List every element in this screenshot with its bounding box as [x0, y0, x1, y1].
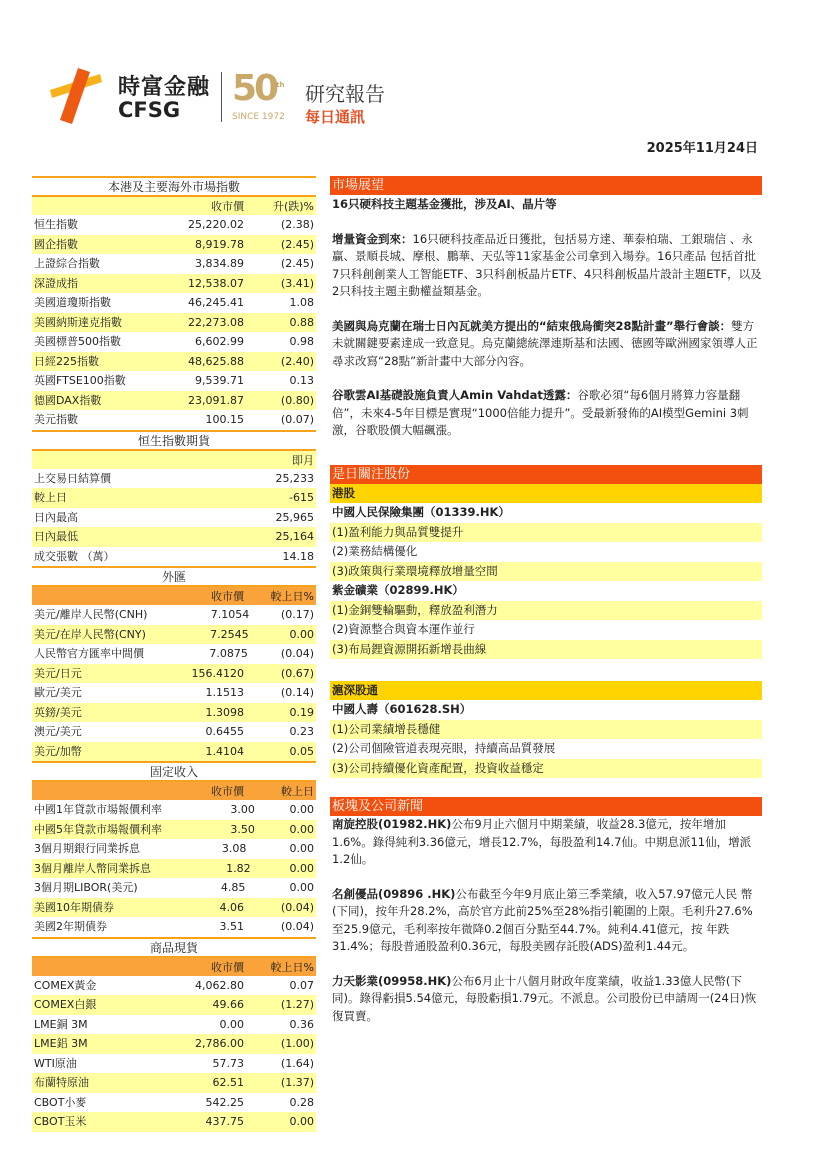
stock-name [330, 503, 762, 523]
header-spacer [32, 958, 134, 976]
row-change: 25,164 [275, 530, 314, 543]
row-label: 美元/加幣 [34, 744, 82, 758]
stock-name-text: 中國人民保險集團（01339.HK） [332, 505, 510, 519]
row-value: 542.25 [205, 1095, 244, 1109]
table-row [32, 410, 316, 430]
header-col: 較上日% [270, 590, 314, 603]
row-value: 100.15 [205, 413, 244, 426]
row-label: CBOT小麥 [34, 1095, 87, 1109]
table-row [32, 469, 316, 489]
table-row [32, 976, 316, 996]
table-title: 固定收入 [32, 761, 316, 780]
row-value: 1.3098 [205, 705, 244, 719]
row-value: 25,220.02 [188, 218, 244, 231]
stock-name-text: 紫金礦業（02899.HK） [332, 583, 464, 597]
row-change: 25,965 [275, 510, 314, 524]
outlook-paragraph [330, 387, 762, 440]
row-change: 0.00 [289, 627, 314, 641]
row-change: (2.45) [280, 257, 314, 270]
row-value [134, 547, 244, 567]
row-change: 0.00 [289, 861, 314, 875]
news-lead: 名創優品(09896 .HK) [332, 886, 456, 901]
row-label: 日內最高 [34, 510, 78, 524]
paragraph-lead: 谷歌雲AI基礎設施負責人Amin Vahdat透露： [332, 388, 578, 402]
header-spacer [32, 197, 134, 215]
paragraph-text: 谷歌必須“每6個月將算力容量翻倍”，未來4-5年目標是實現“1000倍能力提升”。受最新發佈的AI模型Gemini 3刺激，谷歌股價大幅飆漲。 [332, 388, 749, 437]
since-label: SINCE 1972 [232, 112, 285, 122]
row-change: (0.07) [280, 413, 314, 426]
row-change: (0.67) [280, 666, 314, 680]
row-label: 深證成指 [34, 276, 78, 290]
row-change: (1.00) [280, 1037, 314, 1050]
row-value: 3,834.89 [195, 257, 244, 270]
row-value: 0.00 [219, 1017, 244, 1031]
stock-point: (2)業務結構優化 [332, 544, 418, 558]
row-label: 英鎊/美元 [34, 705, 82, 719]
row-label: 日內最低 [34, 530, 78, 543]
row-value: 1.82 [226, 861, 251, 875]
table-row [32, 508, 316, 528]
row-value: 9,539.71 [195, 374, 244, 387]
row-value: 57.73 [212, 1056, 244, 1070]
row-value: 4.06 [219, 900, 244, 914]
section-title: 是日關注股份 [330, 465, 762, 484]
stock-point: (3)政策與行業環境釋放增量空間 [330, 562, 762, 582]
row-value: 22,273.08 [188, 315, 244, 329]
row-label: 國企指數 [34, 237, 78, 251]
table-row [32, 664, 316, 684]
table-title: 商品現貨 [32, 937, 316, 956]
outlook-paragraph [330, 318, 762, 371]
section-title: 市場展望 [330, 176, 762, 195]
table-row [32, 1034, 316, 1054]
header-col: 收市價 [211, 200, 244, 213]
table-row [32, 293, 316, 313]
header-col: 較上日 [281, 785, 314, 798]
header-col: 收市價 [211, 590, 244, 603]
row-label: LME鋁 3M [34, 1037, 88, 1050]
row-change: (0.17) [280, 608, 314, 621]
row-label: 澳元/美元 [34, 725, 82, 738]
header-spacer [32, 451, 134, 469]
table-row [32, 254, 316, 274]
table-header [32, 956, 316, 976]
row-change: 0.07 [289, 978, 314, 992]
row-change: (1.27) [280, 998, 314, 1011]
market-label: 滬深股通 [330, 681, 762, 700]
table-header [32, 585, 316, 605]
row-change: (0.80) [280, 393, 314, 407]
row-value: 437.75 [205, 1115, 244, 1128]
header-col: 即月 [292, 453, 314, 467]
stock-point: (1)公司業績增長穩健 [330, 720, 762, 740]
table-row [32, 742, 316, 762]
table-row [32, 527, 316, 547]
row-label: 美國10年期債券 [34, 900, 114, 914]
stock-point: (1)金銅雙輪驅動，釋放盈利潛力 [330, 601, 762, 621]
row-value: 23,091.87 [188, 393, 244, 407]
stock-point: (3)布局鋰資源開拓新增長曲線 [330, 640, 762, 660]
row-change: -615 [289, 491, 314, 504]
row-label: WTI原油 [34, 1056, 77, 1070]
table-row [32, 644, 316, 664]
row-value: 62.51 [212, 1076, 244, 1089]
outlook-headline: 16只硬科技主題基金獲批，涉及AI、晶片等 [332, 197, 557, 211]
stock-name [330, 700, 762, 720]
table-header [32, 449, 316, 469]
row-value: 12,538.07 [188, 276, 244, 290]
row-label: 中國1年貸款市場報價利率 [34, 803, 162, 816]
table-title: 本港及主要海外市場指數 [32, 176, 316, 195]
row-label: 上交易日結算價 [34, 471, 111, 485]
news-paragraph [330, 886, 762, 956]
row-label: 日經225指數 [34, 354, 99, 368]
table-row [32, 547, 316, 567]
table-row [32, 488, 316, 508]
row-change: 0.88 [289, 315, 314, 329]
row-label: 3個月期LIBOR(美元) [34, 881, 138, 894]
table-row [32, 605, 316, 625]
row-change: (1.37) [280, 1076, 314, 1089]
report-date: 2025年11月24日 [646, 141, 758, 156]
row-value: 1.1513 [205, 686, 244, 699]
news-lead: 南旋控股(01982.HK) [332, 817, 452, 831]
row-change: 0.00 [289, 822, 314, 836]
news-paragraph [330, 973, 762, 1026]
anniversary-mark: 50th [232, 68, 285, 109]
header-col: 收市價 [211, 785, 244, 798]
table-row [32, 332, 316, 352]
table-row [32, 703, 316, 723]
row-label: 美國道瓊斯指數 [34, 296, 111, 309]
news-text: 公布9月止六個月中期業績，收益28.3億元，按年增加1.6%。錄得純利3.36億元，增長12.7%，每股盈利14.7仙。中期息派11仙，增派1.2仙。 [332, 817, 752, 866]
section-title: 板塊及公司新聞 [330, 797, 762, 816]
table-row [32, 722, 316, 742]
row-change: (1.64) [280, 1056, 314, 1070]
row-value: 6,602.99 [195, 335, 244, 348]
row-change: 1.08 [289, 296, 314, 309]
row-label: 3個月離岸人幣同業拆息 [34, 861, 151, 875]
row-change: (3.41) [280, 276, 314, 290]
row-change: 0.36 [289, 1017, 314, 1031]
table-row [32, 1073, 316, 1093]
row-change: 0.28 [289, 1095, 314, 1109]
row-value: 3.51 [219, 920, 244, 933]
row-change: (2.40) [280, 354, 314, 368]
stock-point: (1)盈利能力與品質雙提升 [330, 523, 762, 543]
row-value: 0.6455 [205, 725, 244, 738]
header-col: 較上日% [270, 960, 314, 974]
table-row [32, 274, 316, 294]
row-value: 48,625.88 [188, 354, 244, 368]
stock-point: (2)公司個險管道表現亮眼，持續高品質發展 [332, 741, 556, 755]
table-title: 恒生指數期貨 [32, 430, 316, 449]
row-label: 美元/離岸人民幣(CNH) [34, 608, 148, 621]
table-row [32, 235, 316, 255]
row-change: 14.18 [282, 549, 314, 563]
row-change: 0.05 [289, 744, 314, 758]
row-value: 49.66 [212, 998, 244, 1011]
row-change: 0.00 [289, 803, 314, 816]
row-label: 成交張數 （萬） [34, 549, 115, 563]
row-change: (0.14) [280, 686, 314, 699]
row-change: 0.00 [289, 881, 314, 894]
report-subtitle: 每日通訊 [305, 108, 366, 126]
row-label: 人民幣官方匯率中間價 [34, 647, 144, 660]
stock-name [330, 581, 762, 601]
stock-point: (3)公司持續優化資產配置，投資收益穩定 [330, 759, 762, 779]
table-row [32, 683, 316, 703]
row-change: (0.04) [280, 900, 314, 914]
row-value: 2,786.00 [195, 1037, 244, 1050]
logo-divider [221, 72, 222, 122]
row-label: COMEX白銀 [34, 998, 97, 1011]
row-value: 3.00 [230, 803, 255, 816]
paragraph-lead: 美國與烏克蘭在瑞士日內瓦就美方提出的“結束俄烏衝突28點計畫”舉行會談： [332, 318, 732, 333]
row-change: (2.38) [280, 218, 314, 231]
row-label: LME銅 3M [34, 1017, 88, 1031]
row-label: 恒生指數 [34, 218, 78, 231]
row-value [134, 527, 244, 547]
news-text: 公布截至今年9月底止第三季業績，收入57.97億元人民 幣 (下同)，按年升28.2%，高於官方此前25%至28%指引範圍的上限。毛利升27.6%至25.9億元，毛利率按年微降0.2個百分點至44.7%。純利4.41億元，按 年跌31.4%；每股普通股盈利0.36元，每股美國存託股(ADS)盈利1.44元。 [332, 886, 753, 953]
market-label: 港股 [330, 484, 762, 503]
table-row [32, 859, 316, 879]
row-value: 7.2545 [210, 627, 249, 641]
row-label: COMEX黃金 [34, 978, 97, 992]
table-row [32, 352, 316, 372]
row-label: CBOT玉米 [34, 1115, 87, 1128]
row-label: 歐元/美元 [34, 686, 82, 699]
outlook-paragraph [330, 231, 762, 301]
table-row [32, 1112, 316, 1132]
row-value [134, 469, 244, 489]
row-label: 美國標普500指數 [34, 335, 121, 348]
table-row [32, 800, 316, 820]
row-label: 英國FTSE100指數 [34, 374, 126, 387]
row-label: 上證綜合指數 [34, 257, 100, 270]
paragraph-lead: 增量資金到來： [332, 231, 413, 246]
paragraph-text: 雙方未就關鍵要素達成一致意見。烏克蘭總統澤連斯基和法國、德國等歐洲國家領導人正尋求改寫“28點”新計畫中大部分內容。 [332, 318, 758, 368]
paragraph-text: 16只硬科技產品近日獲批，包括易方達、華泰柏瑞、工銀瑞信 、永贏、景順長城、摩根、鵬華、天弘等11家基金公司拿到入場券。16只產品 包括首批7只科創創業人工智能ETF、3只科創板晶片ETF、4只科創板晶片設計主題ETF，以及2只科技主題主動權益類基金。 [332, 231, 762, 298]
row-value: 7.0875 [209, 647, 248, 660]
header-col: 升(跌)% [272, 200, 314, 213]
market-tables [32, 176, 316, 1132]
row-change: 0.00 [289, 1115, 314, 1128]
table-title: 外匯 [32, 566, 316, 585]
row-change: 0.13 [289, 374, 314, 387]
row-label: 中國5年貸款市場報價利率 [34, 822, 162, 836]
table-header [32, 195, 316, 215]
row-label: 德國DAX指數 [34, 393, 102, 407]
news-text: 公布6月止十八個月財政年度業績，收益1.33億人民幣(下同)。錄得虧損5.54億元，每股虧損1.79元。不派息。公司股份已申請周一(24日)恢復買賣。 [332, 973, 757, 1023]
row-value [134, 508, 244, 528]
row-value: 3.50 [230, 822, 255, 836]
cfsg-logo-icon [48, 68, 108, 124]
row-change: (0.04) [280, 647, 314, 660]
row-value: 156.4120 [191, 666, 244, 680]
row-label: 美元指數 [34, 413, 78, 426]
brand-name-cn: 時富金融 [118, 75, 211, 100]
row-label: 美國2年期債券 [34, 920, 107, 933]
stock-name-text: 中國人壽（601628.SH） [332, 702, 472, 716]
row-change: 25,233 [275, 471, 314, 485]
row-label: 美國納斯達克指數 [34, 315, 122, 329]
row-value: 4.85 [220, 881, 246, 894]
table-header [32, 780, 316, 800]
row-label: 較上日 [34, 491, 67, 504]
news-lead: 力天影業(09958.HK) [332, 973, 452, 988]
row-value: 4,062.80 [195, 978, 244, 992]
stock-point: (2)資源整合與資本運作並行 [332, 622, 475, 636]
row-change: 0.19 [289, 705, 314, 719]
table-row [32, 625, 316, 645]
table-row [32, 371, 316, 391]
row-label: 布蘭特原油 [34, 1076, 89, 1089]
row-change: (0.04) [280, 920, 314, 933]
table-row [32, 1054, 316, 1074]
table-row [32, 917, 316, 937]
header-spacer [32, 587, 134, 605]
row-value: 8,919.78 [195, 237, 244, 251]
row-label: 美元/在岸人民幣(CNY) [34, 627, 146, 641]
table-row [32, 215, 316, 235]
header-spacer [32, 782, 134, 800]
table-row [32, 391, 316, 411]
company-news [330, 797, 762, 1025]
table-row [32, 1093, 316, 1113]
news-paragraph [330, 816, 762, 869]
row-change: 0.23 [289, 725, 314, 738]
row-change: 0.98 [289, 335, 314, 348]
table-row [32, 898, 316, 918]
focus-stocks [330, 465, 762, 778]
table-row [32, 820, 316, 840]
row-label: 美元/日元 [34, 666, 82, 680]
row-value: 3.08 [221, 842, 247, 855]
table-row [32, 313, 316, 333]
row-label: 3個月期銀行同業拆息 [34, 842, 140, 855]
header-col [134, 451, 244, 469]
report-title: 研究報告 [305, 82, 385, 106]
market-outlook [330, 176, 762, 440]
row-value: 1.4104 [205, 744, 244, 758]
brand-name-en: CFSG [118, 98, 181, 122]
row-value: 46,245.41 [188, 296, 244, 309]
table-row [32, 878, 316, 898]
table-row [32, 839, 316, 859]
row-value: 7.1054 [210, 608, 250, 621]
table-row [32, 1015, 316, 1035]
row-change: (2.45) [280, 237, 314, 251]
row-value [134, 488, 244, 508]
row-change: 0.00 [289, 842, 314, 855]
table-row [32, 995, 316, 1015]
header-col: 收市價 [211, 960, 244, 974]
